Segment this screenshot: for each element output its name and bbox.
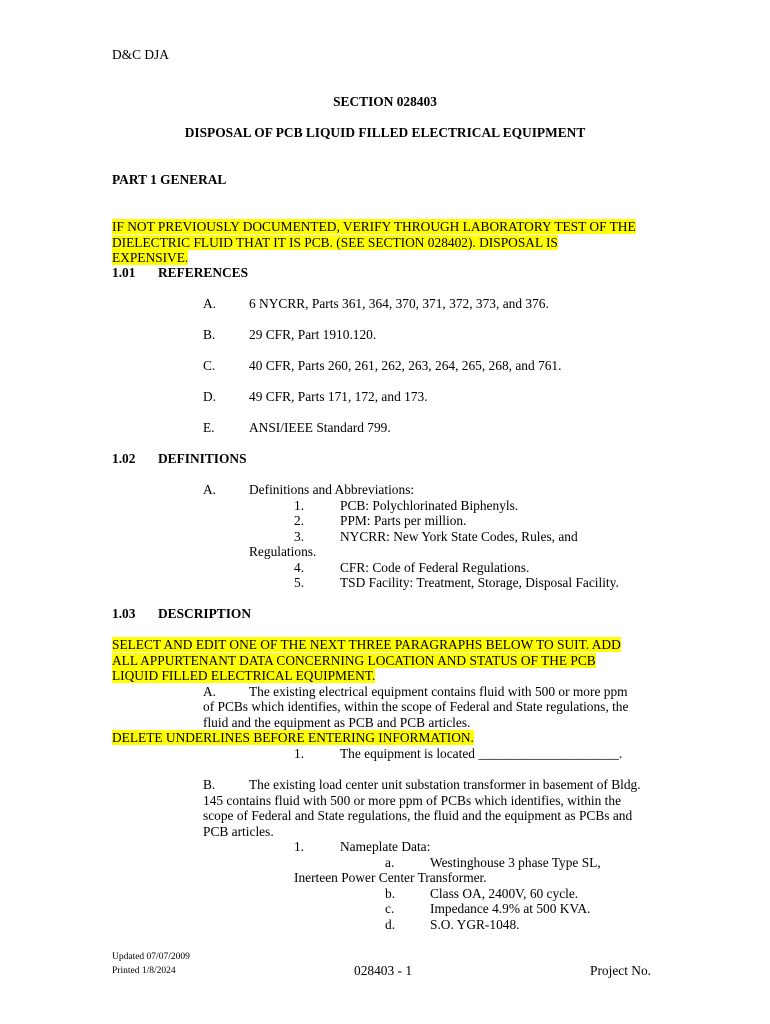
list-letter: A. (203, 296, 217, 311)
list-item: 6 NYCRR, Parts 361, 364, 370, 371, 372, 373, and 376. (249, 296, 549, 311)
list-item: 49 CFR, Parts 171, 172, and 173. (249, 389, 428, 404)
paragraph-line: fluid and the equipment as PCB and PCB articles. (203, 715, 471, 730)
plate-letter: a. (385, 855, 395, 870)
def-text-continued: Regulations. (249, 544, 317, 559)
def-text: TSD Facility: Treatment, Storage, Disposal Facility. (340, 575, 619, 590)
list-letter: B. (203, 777, 216, 792)
def-number: 3. (294, 529, 305, 544)
editor-note (112, 219, 637, 266)
section-title: DISPOSAL OF PCB LIQUID FILLED ELECTRICAL EQUIPMENT (184, 125, 586, 140)
list-letter: A. (203, 684, 217, 699)
part-heading: PART 1 GENERAL (112, 172, 227, 187)
list-letter: C. (203, 358, 216, 373)
section-number: SECTION 028403 (333, 94, 437, 109)
plate-text-continued: Inerteen Power Center Transformer. (294, 870, 487, 885)
list-letter: B. (203, 327, 216, 342)
sub-text: Nameplate Data: (340, 839, 431, 854)
plate-text: Westinghouse 3 phase Type SL, (430, 855, 601, 870)
article-title: DEFINITIONS (158, 451, 247, 466)
sub-number: 1. (294, 839, 305, 854)
def-number: 4. (294, 560, 305, 575)
editor-note (112, 637, 637, 684)
project-number: Project No. (590, 963, 651, 978)
list-item: ANSI/IEEE Standard 799. (249, 420, 391, 435)
paragraph-line: scope of Federal and State regulations, the fluid and the equipment as PCBs and (203, 808, 633, 823)
list-letter: E. (203, 420, 215, 435)
def-text: CFR: Code of Federal Regulations. (340, 560, 530, 575)
article-number: 1.03 (112, 606, 136, 621)
paragraph-line: of PCBs which identifies, within the scope of Federal and State regulations, the (203, 699, 629, 714)
sub-text: The equipment is located _____________________. (340, 746, 623, 761)
list-letter: D. (203, 389, 217, 404)
list-item: 40 CFR, Parts 260, 261, 262, 263, 264, 265, 268, and 761. (249, 358, 562, 373)
paragraph-line: The existing electrical equipment contains fluid with 500 or more ppm (249, 684, 628, 699)
page-number: 028403 - 1 (354, 963, 413, 978)
plate-letter: b. (385, 886, 396, 901)
list-item: 29 CFR, Part 1910.120. (249, 327, 377, 342)
paragraph-line: The existing load center unit substation transformer in basement of Bldg. (249, 777, 641, 792)
editor-note-text: SELECT AND EDIT ONE OF THE NEXT THREE PARAGRAPHS BELOW TO SUIT. ADD ALL APPURTENANT DATA CONCERNING LOCATION AND STATUS OF THE PCB LIQUID FILLED ELECTRICAL EQUIPMENT. (112, 637, 621, 683)
sub-number: 1. (294, 746, 305, 761)
editor-note (112, 730, 474, 746)
plate-letter: c. (385, 901, 395, 916)
footer-updated: Updated 07/07/2009 (112, 952, 190, 962)
plate-letter: d. (385, 917, 396, 932)
article-title: DESCRIPTION (158, 606, 252, 621)
article-title: REFERENCES (158, 265, 249, 280)
list-item: Definitions and Abbreviations: (249, 482, 415, 497)
def-number: 5. (294, 575, 305, 590)
plate-text: Impedance 4.9% at 500 KVA. (430, 901, 591, 916)
def-number: 2. (294, 513, 305, 528)
editor-note-text: DELETE UNDERLINES BEFORE ENTERING INFORMATION. (112, 730, 474, 745)
paragraph-line: 145 contains fluid with 500 or more ppm of PCBs which identifies, within the (203, 793, 622, 808)
editor-note-text: IF NOT PREVIOUSLY DOCUMENTED, VERIFY THROUGH LABORATORY TEST OF THE DIELECTRIC FLUID THAT IT IS PCB. (SEE SECTION 028402). DISPOSAL IS EXPENSIVE. (112, 219, 636, 265)
def-text: PCB: Polychlorinated Biphenyls. (340, 498, 519, 513)
footer-printed: Printed 1/8/2024 (112, 966, 176, 976)
article-number: 1.01 (112, 265, 136, 280)
def-number: 1. (294, 498, 305, 513)
def-text: PPM: Parts per million. (340, 513, 467, 528)
header-initials: D&C DJA (112, 47, 169, 62)
def-text: NYCRR: New York State Codes, Rules, and (340, 529, 578, 544)
paragraph-line: PCB articles. (203, 824, 274, 839)
plate-text: S.O. YGR-1048. (430, 917, 520, 932)
plate-text: Class OA, 2400V, 60 cycle. (430, 886, 579, 901)
list-letter: A. (203, 482, 217, 497)
article-number: 1.02 (112, 451, 136, 466)
